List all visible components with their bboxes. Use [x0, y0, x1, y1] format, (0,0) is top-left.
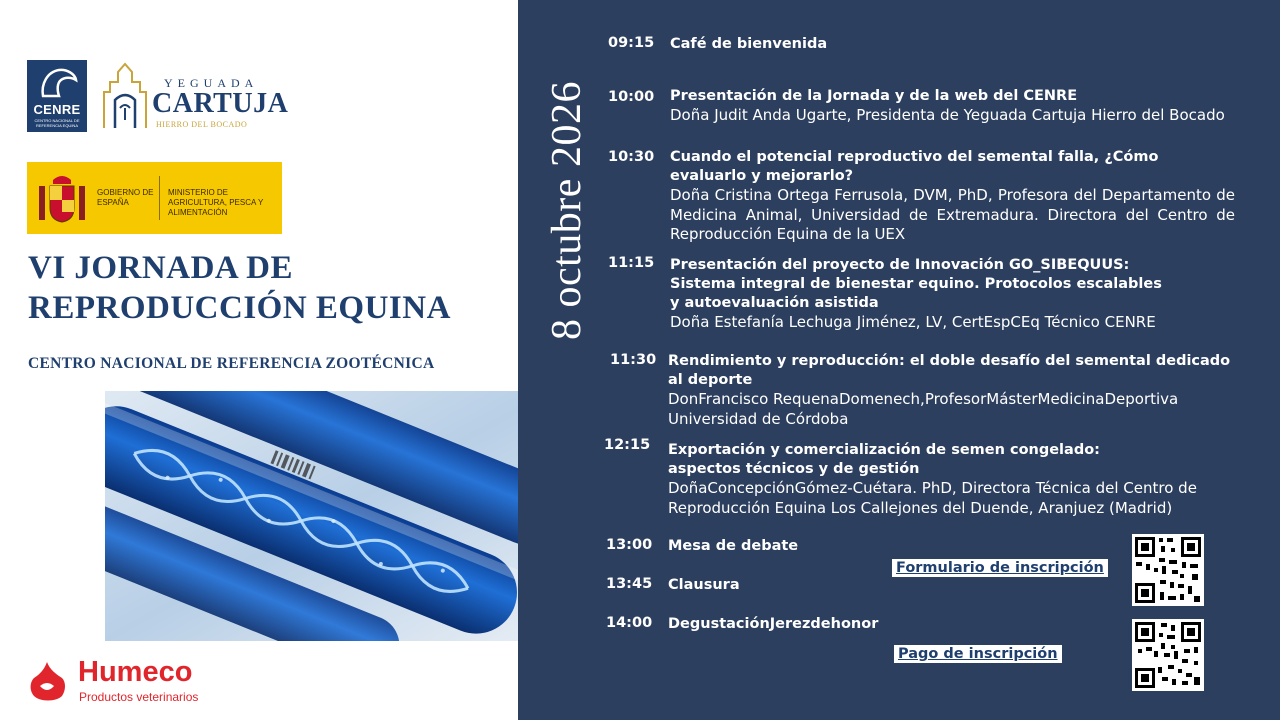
session-title: Rendimiento y reproducción: el doble desafío del semental dedicado al deporte	[668, 353, 1231, 388]
registration-form-link[interactable]: Formulario de inscripción	[892, 559, 1108, 577]
gobierno-logo	[27, 162, 282, 234]
schedule-item	[668, 537, 798, 556]
cartuja-facade-icon	[100, 62, 150, 130]
time-1400: 14:00	[606, 615, 653, 631]
time-1300: 13:00	[606, 537, 653, 553]
session-title: DegustaciónJerezdehonor	[668, 616, 879, 632]
registration-qr-code[interactable]	[1132, 534, 1204, 606]
schedule-item	[670, 148, 1235, 245]
time-1130: 11:30	[610, 352, 657, 368]
cartuja-subtitle: HIERRO DEL BOCADO	[156, 120, 248, 129]
session-title: Clausura	[668, 577, 740, 593]
session-speaker: Doña Cristina Ortega Ferrusola, DVM, PhD, Profesora del Departamento de Medicina Animal, Universidad de Extremadura. Directora del Centro de Reproducción Equina de la UEX	[670, 186, 1235, 243]
humeco-logo	[26, 658, 246, 708]
session-speaker: DonFrancisco RequenaDomenech,ProfesorMásterMedicinaDeportiva Universidad de Córdoba	[668, 390, 1179, 428]
humeco-mark-icon	[26, 660, 68, 704]
event-subtitle: CENTRO NACIONAL DE REFERENCIA ZOOTÉCNICA	[28, 355, 435, 372]
schedule-item	[670, 35, 1260, 54]
time-1000: 10:00	[608, 89, 655, 105]
session-speaker: Doña Estefanía Lechuga Jiménez, LV, CertEspCEq Técnico CENRE	[670, 313, 1156, 331]
session-title: Café de bienvenida	[670, 36, 828, 52]
time-1345: 13:45	[606, 576, 653, 592]
schedule-item	[668, 615, 878, 634]
cartuja-top-text: YEGUADA	[164, 76, 259, 90]
cenre-subtitle: CENTRO NACIONAL DE REFERENCIA EQUINA	[34, 118, 80, 128]
session-title: Cuando el potencial reproductivo del semental falla, ¿Cómo evaluarlo y mejorarlo?	[670, 149, 1159, 184]
schedule-item	[670, 256, 1170, 333]
horse-head-icon	[35, 66, 79, 100]
ministerio-text: MINISTERIO DE AGRICULTURA, PESCA Y ALIMENTACIÓN	[168, 188, 264, 217]
event-title-line2: REPRODUCCIÓN EQUINA	[28, 290, 451, 326]
logo-divider	[159, 176, 160, 220]
session-title: Presentación del proyecto de Innovación GO_SIBEQUUS: Sistema integral de bienestar equino. Protocolos escalables y autoevaluación asistida	[670, 257, 1162, 311]
yeguada-cartuja-logo	[100, 58, 290, 134]
schedule-item	[670, 87, 1275, 126]
time-1215: 12:15	[604, 437, 651, 453]
payment-qr-code[interactable]	[1132, 619, 1204, 691]
session-speaker: Doña Judit Anda Ugarte, Presidenta de Yeguada Cartuja Hierro del Bocado	[670, 106, 1225, 124]
event-date: 8 octubre 2026	[544, 81, 590, 340]
humeco-name: Humeco	[78, 656, 193, 688]
humeco-tagline: Productos veterinarios	[79, 690, 199, 704]
schedule-item	[668, 441, 1243, 518]
gobierno-text: GOBIERNO DE ESPAÑA	[97, 188, 154, 207]
coat-of-arms-icon	[37, 172, 87, 224]
cenre-logo	[27, 60, 87, 132]
event-title-line1: VI JORNADA DE	[28, 250, 294, 286]
payment-link[interactable]: Pago de inscripción	[894, 645, 1062, 663]
schedule-item	[668, 576, 740, 595]
session-title: Presentación de la Jornada y de la web del CENRE	[670, 88, 1078, 104]
time-1030: 10:30	[608, 149, 655, 165]
cenre-name: CENRE	[33, 102, 81, 117]
time-0915: 09:15	[608, 35, 655, 51]
time-1115: 11:15	[608, 255, 655, 271]
cartuja-name: CARTUJA	[152, 88, 289, 119]
session-title: Mesa de debate	[668, 538, 799, 554]
session-title: Exportación y comercialización de semen congelado: aspectos técnicos y de gestión	[668, 442, 1100, 477]
test-tubes-image	[105, 391, 553, 641]
schedule-item	[668, 352, 1248, 429]
session-speaker: DoñaConcepciónGómez-Cuétara. PhD, Directora Técnica del Centro de Reproducción Equina Los Callejones del Duende, Aranjuez (Madrid)	[668, 479, 1197, 517]
